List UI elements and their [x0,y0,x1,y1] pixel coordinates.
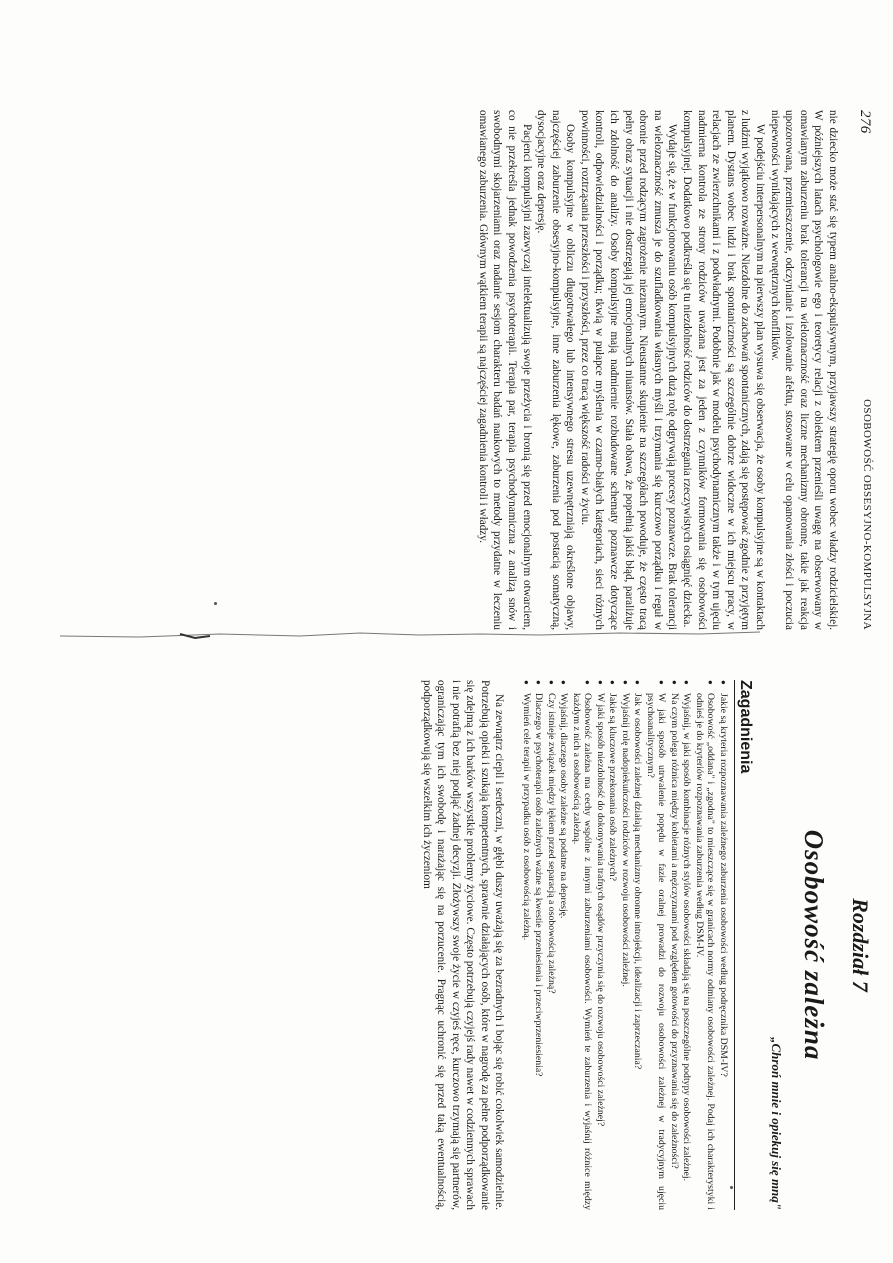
fold-stroke [60,620,760,644]
chapter-motto: „Chroń mnie i opiekuj się mną" [769,1037,784,1210]
chapter-label: Rozdział 7 [848,898,873,992]
list-item: ● Wyjaśnij, dlaczego osoby zależne są podatne na depresję. [558,680,570,1210]
paragraph: nie dziecko może stać się typem analno-ekspulsywnym, przyjawszy strategię oporu wobec władzy rodzicielskiej. W późniejszych latach psychologowie ego i teoretycy relacji z obiektem przenieśli uwagę na obserwowany w omawianym zaburzeniu brak tolerancji na wieloznaczność oraz liczne mechanizmy obronne, takie jak reakcja upozorowana, przemieszczenie, odczynianie i izolowanie afektu, stosowane w celu opanowania złości i poczucia niepewności wynikających z wewnętrznych konfliktów. [768,110,839,630]
scan-speck [730,1186,733,1189]
list-item: ● Jakie są kluczowe przekonania osób zależnych? [607,680,619,1210]
chapter-title: Osobowość zależna [799,829,829,1061]
paragraph: Pacjenci kompulsyjni zazwyczaj intelektualizują swoje przeżycia i bronią się przed emocjonalnym otwarciem, co nie przekreśla jednak powodzenia psychoterapii. Terapia par, terapia psychodynamiczna z analizą snów i swobodnymi skojarzeniami oraz nadanie sesjom charakteru badań naukowych to metody przydatne w leczeniu omawianego zaburzenia. Głównym wątkiem terapii są najczęściej zagadnienia kontroli i władzy. [476,110,533,630]
upper-page-body [475,110,840,630]
scan-speck [214,602,217,605]
lower-page [419,680,873,1210]
paragraph: Wydaje się, że w funkcjonowaniu osób kompulsyjnych dużą rolę odgrywają procesy poznawcze. Brak tolerancji na wieloznaczność zmusza je do szufladkowania własnych myśli i trzymania się kurczowo porządku i reguł w obronie przed rodzącym zagrożenie nieznanym. Nieustanne skupienie na szczegółach powoduje, że często tracą pełny obraz sytuacji i nie dostrzegają jej emocjonalnych niuansów. Stała obawa, że popełnią jakiś błąd, paraliżuje ich zdolność do analizy. Osoby kompulsyjne mają nadmiernie rozbudowane schematy poznawcze dotyczące kontroli, odpowiedzialności i porządku; tkwią w pułapce myślenia w czarno-białych kategoriach, sieci różnych powinności, roztrząsania przeszłości i przyszłości, przez co tracą większość radości w życiu. [578,110,679,630]
list-item: ● Osobowość zależna ma cechy wspólne z innymi zaburzeniami osobowości. Wymień te zaburzenia i wyjaśnij różnice między każdym z nich a osobowością zależną. [571,680,594,1210]
running-header [856,110,873,630]
paragraph: Osoby kompulsyjne w obliczu długotrwałego lub intensywnego stresu uzewnętrzniają określone objawy, najczęściej zaburzenie obsesyjno-kompulsyjne, inne zaburzenia lękowe, zaburzenia pod postacią somatyczną, dysocjacyjne oraz depresję. [535,110,577,630]
running-head-title: OSOBOWOŚĆ OBSESYJNO-KOMPULSYJNA [861,399,873,630]
questions-list [521,680,730,1210]
upper-page [475,110,873,630]
list-item: ● Dlaczego w psychoterapii osób zależnych ważne są kwestie przeniesienia i przeciwprzeniesienia? [533,680,545,1210]
list-item: ● Czy istnieje związek między lękiem przed separacją a osobowością zależną? [546,680,558,1210]
page-fold-line [60,620,760,644]
list-item: ● Na czym polega różnica między kobietami a mężczyznami pod względem gotowości do przyznawania się do zależności? [669,680,681,1210]
list-item: ● Wyjaśnij rolę nadopiekuńczości rodziców w rozwoju osobowości zależnej. [620,680,632,1210]
list-item: ● Jak w osobowości zależnej działają mechanizmy obronne introjekcji, idealizacji i zaprzeczania? [632,680,644,1210]
page-number: 276 [857,110,873,134]
paragraph: W podejściu interpersonalnym na pierwszy plan wysuwa się obserwacja, że osoby kompulsyjne są w kontaktach z ludźmi wyjątkowo rozważne. Niezdolne do zachowań spontanicznych, zdają się postępować zgodnie z przyjętym planem. Dystans wobec ludzi i brak spontaniczności są szczególnie dobrze widoczne w ich miejscu pracy, w relacjach ze zwierzchnikami i z podwładnymi. Podobnie jak w modelu psychodynamicznym także i w tym ujęciu nadmierna kontrola ze strony rodziców uważana jest za jeden z czynników formowania się osobowości kompulsyjnej. Dodatkowo podkreśla się tu niezdolność rodziców do dostrzegania rzeczywistych osiągnięć dziecka. [681,110,767,630]
list-item: ● Wyjaśnij, w jaki sposób kombinacje różnych stylów osobowości składają się na poszczególne podtypy osobowości zależnej. [681,680,693,1210]
list-item: ● Jakie są kryteria rozpoznawania zależnego zaburzenia osobowości według podręcznika DSM-IV? [718,680,730,1210]
section-title: Zagadnienia [734,680,754,1210]
list-item: ● Osobowość „oddana" i „zgodna" to mieszczące się w granicach normy odmiany osobowości zależnej. Podaj ich charakterystyki i odnieś je do kryteriów rozpoznawania zaburzenia według DSM-IV. [694,680,717,1210]
list-item: ● W jaki sposób utrwalenie popędu w fazie oralnej prowadzi do rozwoju osobowości zależnej w tradycyjnym ujęciu psychoanalitycznym? [645,680,668,1210]
list-item: ● Wymień cele terapii w przypadku osób z osobowością zależną. [521,680,533,1210]
paragraph: Na zewnątrz ciepli i serdeczni, w głębi duszy uważają się za bezradnych i bojąc się robić cokolwiek samodzielnie. Potrzebują opieki i szukają kompetentnych, sprawnie działających osób, które w nagrodę za pełne podporządkowanie się zdejmą z ich barków wszystkie problemy życiowe. Często potrzebują czyjejś rady nawet w codziennych sprawach i nie potrafią bez niej podjąć żadnej decyzji. Złożywszy swoje życie w czyjeś ręce, kurczowo trzymają się partnerów, ograniczając tym ich swobodę i narażając się na porzucenie. Pragnąc uchronić się przed taką ewentualnością, podporządkowują się wszelkim ich życzeniom [420,680,506,1210]
list-item: ● W jaki sposób niezdolność do dokonywania trafnych osądów przyczynia się do rozwoju osobowości zależnej? [595,680,607,1210]
